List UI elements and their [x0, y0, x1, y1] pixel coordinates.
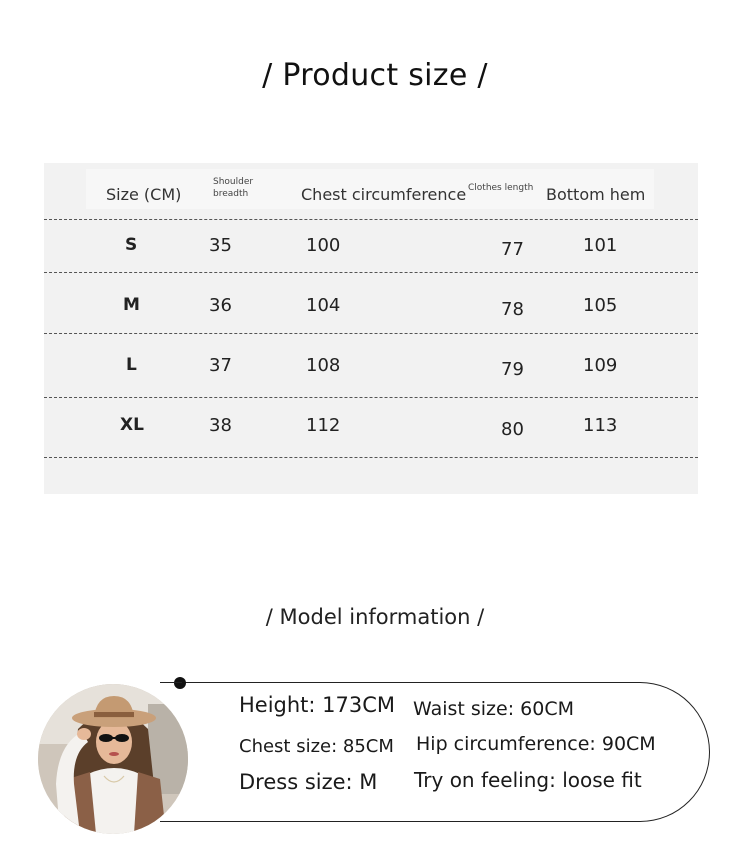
page-title: / Product size / [262, 58, 488, 93]
header-length: Clothes length [468, 183, 534, 193]
cell-length: 80 [501, 419, 524, 440]
cell-size: S [125, 235, 138, 255]
model-hip: Hip circumference: 90CM [416, 733, 656, 755]
model-chest: Chest size: 85CM [239, 736, 394, 757]
table-row [44, 355, 698, 395]
header-hem: Bottom hem [546, 185, 646, 204]
cell-chest: 112 [306, 415, 341, 436]
cell-hem: 101 [583, 235, 618, 256]
row-divider [44, 457, 698, 458]
cell-hem: 105 [583, 295, 618, 316]
cell-size: XL [120, 415, 144, 435]
header-shoulder: Shoulder breadth [213, 177, 254, 199]
cell-size: L [126, 355, 137, 375]
table-row [44, 415, 698, 455]
header-size: Size (CM) [106, 185, 182, 204]
table-row [44, 295, 698, 335]
table-row [44, 235, 698, 275]
cell-shoulder: 37 [209, 355, 232, 376]
cell-hem: 113 [583, 415, 618, 436]
cell-size: M [123, 295, 140, 315]
model-height: Height: 173CM [239, 693, 396, 717]
card-top-line [160, 682, 182, 683]
model-avatar [38, 684, 188, 834]
cell-shoulder: 36 [209, 295, 232, 316]
cell-shoulder: 35 [209, 235, 232, 256]
cell-chest: 104 [306, 295, 341, 316]
table-header [86, 169, 654, 209]
cell-chest: 100 [306, 235, 341, 256]
model-waist: Waist size: 60CM [413, 698, 574, 720]
cell-length: 77 [501, 239, 524, 260]
row-divider [44, 397, 698, 398]
size-table [44, 163, 698, 494]
model-section-title: / Model information / [265, 605, 485, 629]
model-photo [38, 684, 188, 834]
cell-length: 79 [501, 359, 524, 380]
bullet-dot [174, 677, 186, 689]
cell-chest: 108 [306, 355, 341, 376]
cell-shoulder: 38 [209, 415, 232, 436]
model-try-on-feeling: Try on feeling: loose fit [414, 768, 642, 792]
row-divider [44, 219, 698, 220]
cell-length: 78 [501, 299, 524, 320]
cell-hem: 109 [583, 355, 618, 376]
header-chest: Chest circumference [301, 185, 467, 204]
model-dress-size: Dress size: M [239, 770, 378, 794]
